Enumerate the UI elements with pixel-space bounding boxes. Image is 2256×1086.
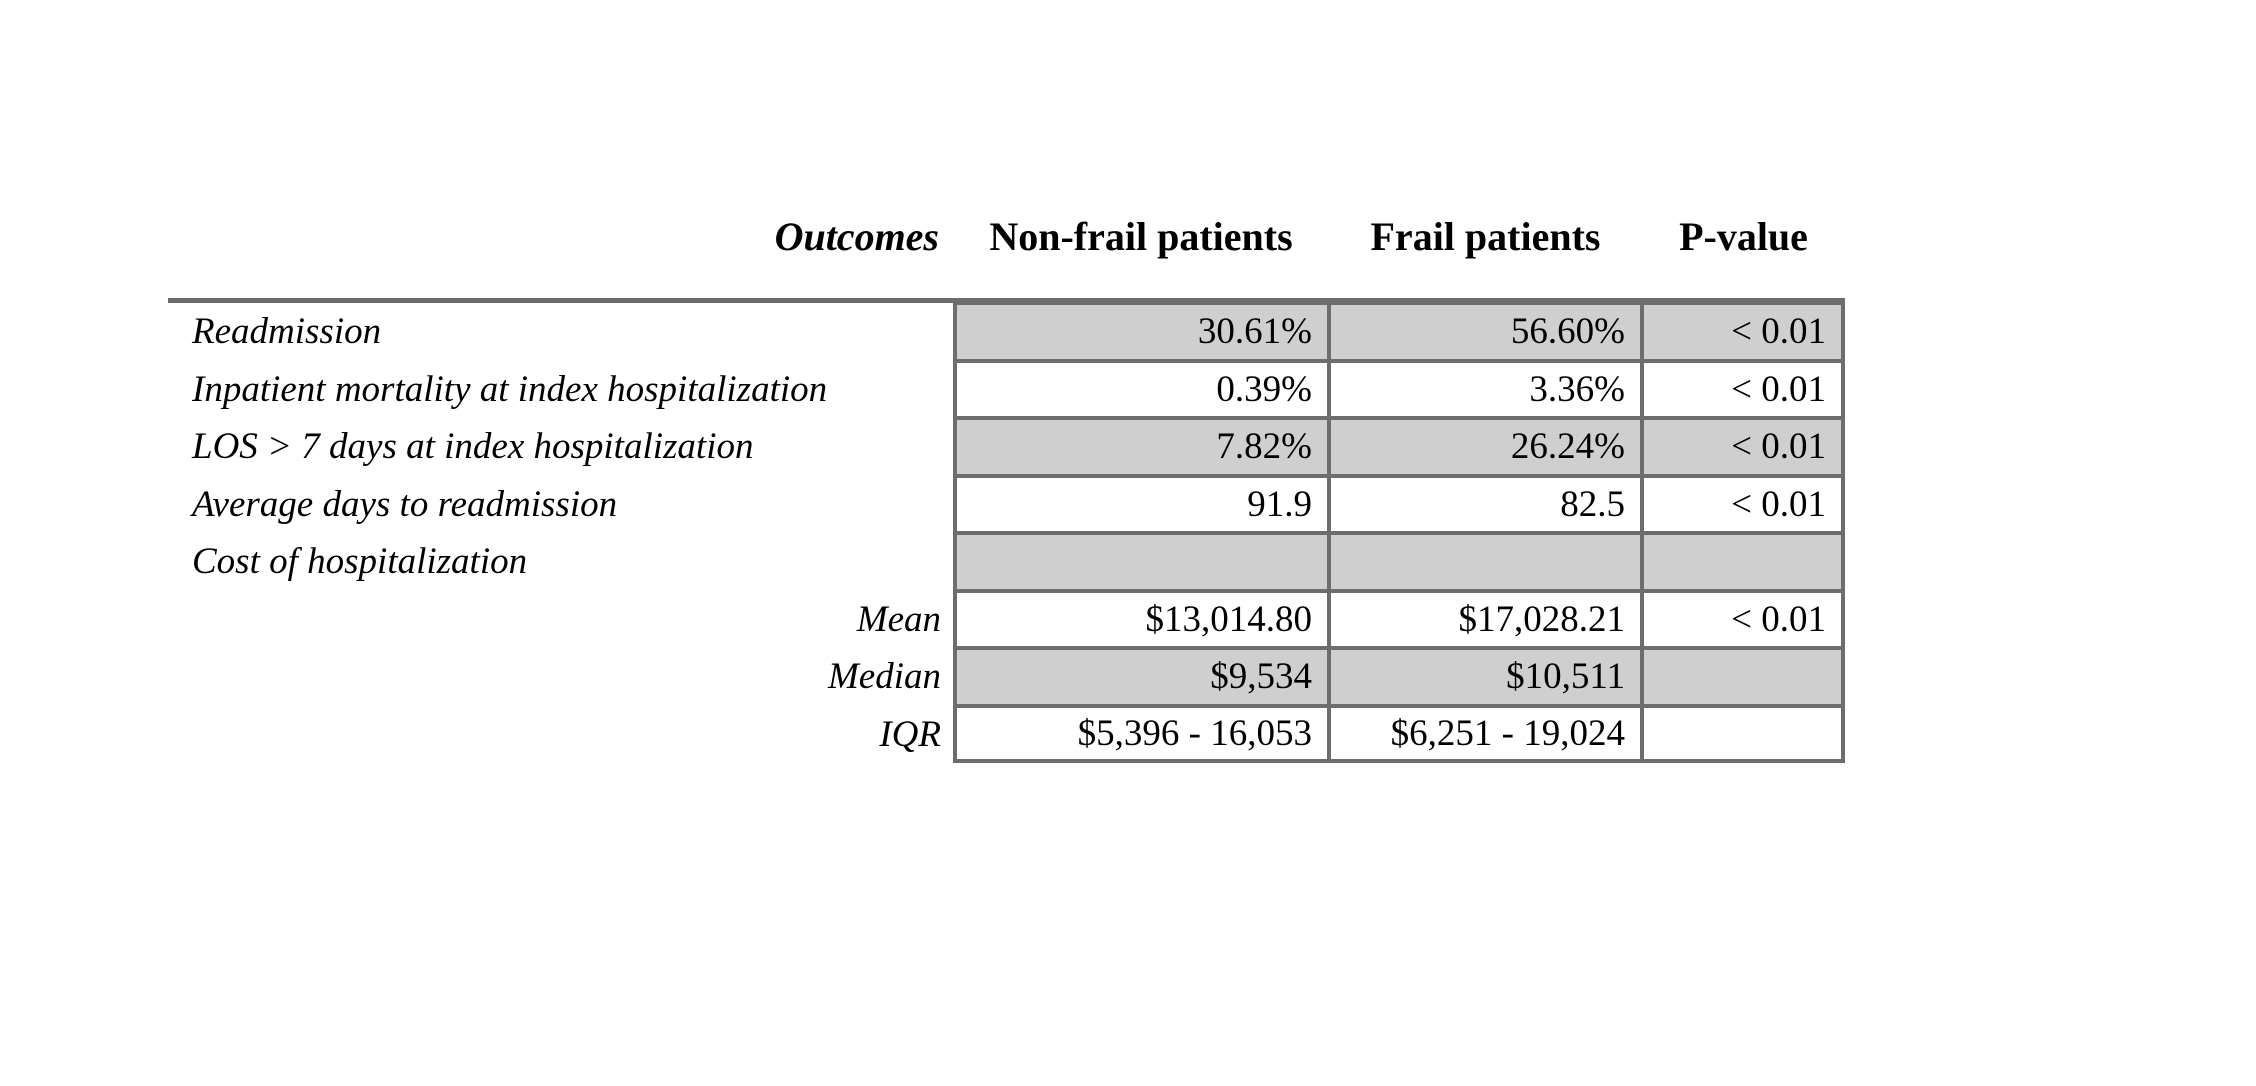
table-cell: $5,396 - 16,053: [953, 706, 1329, 764]
row-label: Median: [827, 656, 941, 698]
table-cell: 91.9: [953, 476, 1329, 534]
table-cell: $6,251 - 19,024: [1329, 706, 1642, 764]
column-header-pvalue: P-value: [1679, 213, 1808, 259]
table-cell: 30.61%: [953, 303, 1329, 361]
row-label: IQR: [879, 713, 941, 755]
table-cell: $13,014.80: [953, 591, 1329, 649]
table-header-row: [168, 205, 1845, 267]
table-cell: [1329, 533, 1642, 591]
table-cell: < 0.01: [1642, 476, 1845, 534]
table-cell: $17,028.21: [1329, 591, 1642, 649]
table-cell: 82.5: [1329, 476, 1642, 534]
table-cell: 7.82%: [953, 418, 1329, 476]
table-cell: 26.24%: [1329, 418, 1642, 476]
table-cell: [1642, 706, 1845, 764]
row-label: LOS > 7 days at index hospitalization: [192, 426, 754, 468]
table-cell: [953, 533, 1329, 591]
row-label: Readmission: [192, 311, 382, 353]
table-cell: 0.39%: [953, 361, 1329, 419]
column-header-frail: Frail patients: [1370, 213, 1601, 259]
outcomes-table: [168, 303, 1845, 763]
table-cell: [1642, 648, 1845, 706]
table-cell: $10,511: [1329, 648, 1642, 706]
table-cell: $9,534: [953, 648, 1329, 706]
table-cell: < 0.01: [1642, 591, 1845, 649]
column-header-nonfrail: Non-frail patients: [989, 213, 1293, 259]
table-cell: [1642, 533, 1845, 591]
column-header-outcomes: Outcomes: [774, 213, 939, 259]
table-cell: 3.36%: [1329, 361, 1642, 419]
row-label: Inpatient mortality at index hospitalization: [192, 368, 828, 410]
table-cell: 56.60%: [1329, 303, 1642, 361]
row-label: Average days to readmission: [192, 483, 618, 525]
table-cell: < 0.01: [1642, 303, 1845, 361]
row-label: Mean: [856, 598, 941, 640]
table-cell: < 0.01: [1642, 418, 1845, 476]
row-label: Cost of hospitalization: [192, 541, 528, 583]
table-cell: < 0.01: [1642, 361, 1845, 419]
